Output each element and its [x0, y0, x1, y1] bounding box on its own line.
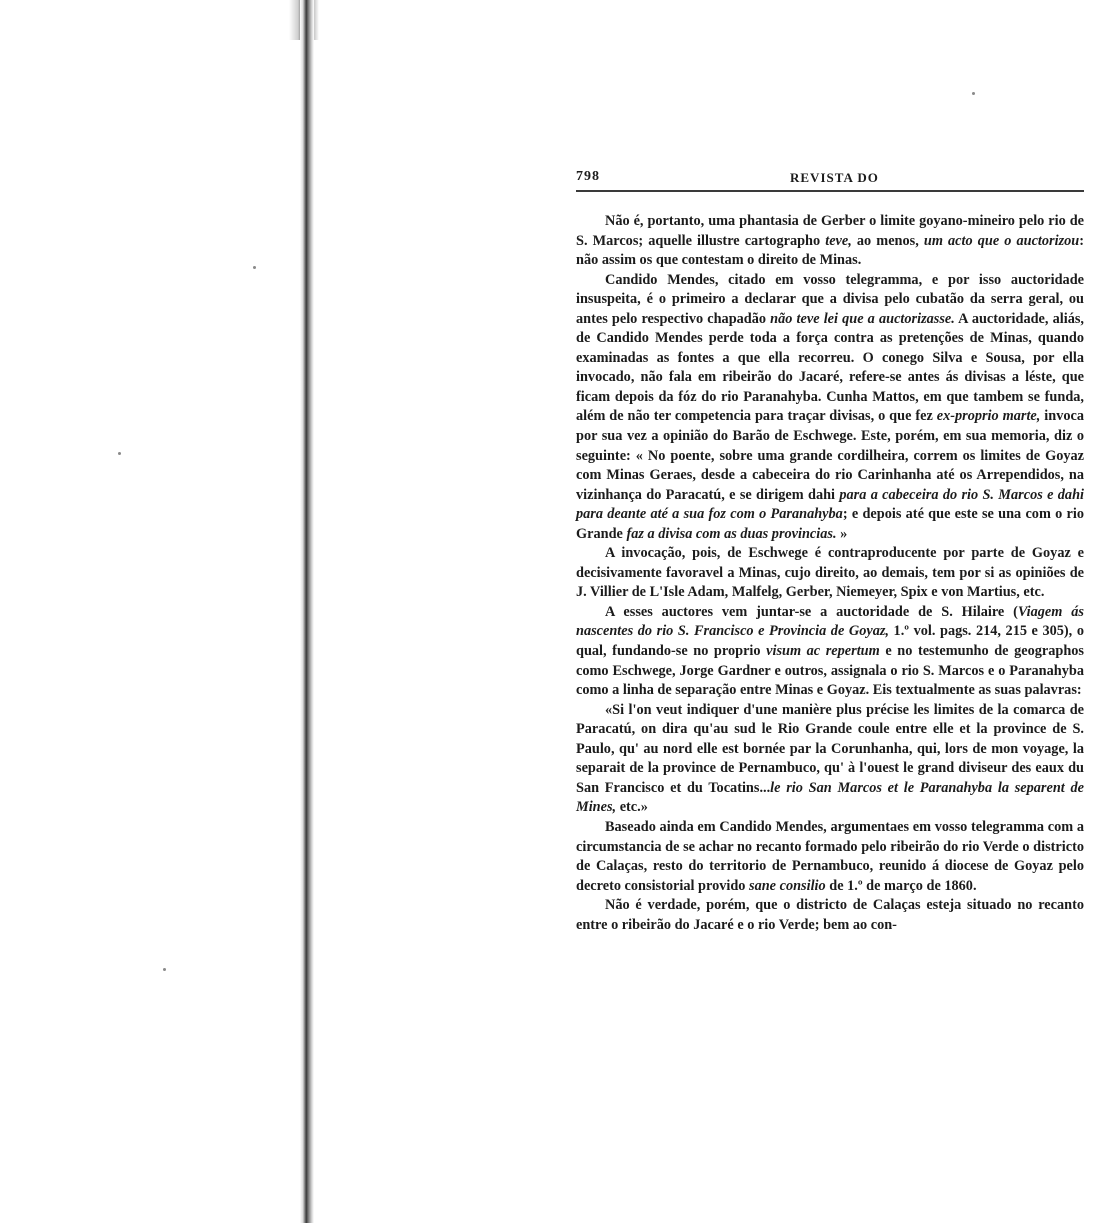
- scan-speck: [118, 452, 121, 455]
- text-run: A esses auctores vem juntar-se a auctoridade de S. Hilaire (: [605, 603, 1018, 620]
- italic-text: um acto que o auctorizou: [923, 232, 1080, 249]
- text-run: «Si l'on veut indiquer d'une manière plus précise les limites de la comarca de Paracatú, on dira qu'au sud le Rio Grande coule entre elle et la province de S. Paulo, qu' au nord elle est bornée par la Corunhanha, qui, lors de mon voyage, la separait de la province de Pernambuco, qu' à l'ouest le grand diviseur des eaux du San Francisco et du Tocatins...: [576, 701, 1084, 796]
- text-run: ao menos,: [851, 232, 924, 249]
- text-run: invoca por sua vez a opinião do Barão de Eschwege. Este, porém, em sua memoria, diz o seguinte: « No poente, sobre uma grande cordilheira, correm os limites de Goyaz com Minas Geraes, desde a cabeceira do rio Carinhanha até os Arrependidos, na vizinhança do Paracatú, e se dirigem dahi: [576, 408, 1084, 503]
- book-page: [576, 166, 1084, 935]
- text-run: Candido Mendes, citado em vosso telegramma, e por isso auctoridade insuspeita, é o primeiro a declarar que a divisa pelo cubatão da serra geral, ou antes pelo respectivo chapadão: [576, 271, 1084, 327]
- text-run: A auctoridade, aliás, de Candido Mendes perde toda a força contra as pretenções de Minas, quando examinadas as fontes a que ella recorreu. O conego Silva e Sousa, por ella invocado, não fala em ribeirão do Jacaré, refere-se antes ás divisas a léste, que ficam depois da fóz do rio Paranahyba. Cunha Mattos, em que tambem se funda, além de não ter competencia para traçar divisas, o que fez: [576, 310, 1084, 425]
- italic-text: le rio San Marcos et le Paranahyba la separent de Mines,: [576, 779, 1084, 816]
- scan-speck: [163, 968, 166, 971]
- text-run: Não é, portanto, uma phantasia de Gerber o limite goyano-mineiro pelo rio de S. Marcos; aquelle illustre cartographo: [576, 213, 1084, 249]
- paragraph: [576, 271, 1084, 545]
- text-run: 1.º vol. pags. 214, 215 e 305), o qual, fundando-se no proprio: [576, 623, 1084, 660]
- page-number: 798: [576, 169, 600, 184]
- text-run: Não é verdade, porém, que o districto de Calaças esteja situado no recanto entre o ribeirão do Jacaré e o rio Verde; bem ao con-: [576, 897, 1084, 933]
- italic-text: para a cabeceira do rio S. Marcos e dahi para deante até a sua foz com o Paranahyba: [576, 486, 1084, 523]
- italic-text: não teve lei que a auctorizasse.: [770, 310, 955, 327]
- italic-text: faz a divisa com as duas provincias.: [626, 525, 837, 542]
- text-run: e no testemunho de geographos como Eschwege, Jorge Gardner e outros, assignala o rio S. Marcos e o Paranahyba como a linha de separação entre Minas e Goyaz. Eis textualmente as suas palavras:: [576, 643, 1084, 699]
- text-run: A invocação, pois, de Eschwege é contraproducente por parte de Goyaz e decisivamente favoravel a Minas, cujo direito, ao demais, tem por si as opiniões de J. Villier de L'Isle Adam, Malfelg, Gerber, Niemeyer, Spix e von Martius, etc.: [576, 545, 1084, 601]
- italic-text: ex-proprio marte,: [936, 408, 1041, 425]
- paragraph: [576, 818, 1084, 896]
- text-run: de 1.º de março de 1860.: [825, 877, 977, 894]
- body-text: [576, 212, 1084, 935]
- text-run: : não assim os que contestam o direito de Minas.: [576, 232, 1085, 269]
- text-run: »: [836, 525, 848, 542]
- paragraph: [576, 212, 1084, 271]
- book-spine: [300, 0, 314, 1223]
- scan-speck: [972, 92, 975, 95]
- paragraph: [576, 896, 1084, 935]
- paragraph: [576, 701, 1084, 818]
- text-run: etc.»: [616, 799, 648, 816]
- text-run: ; e depois até que este se una com o rio Grande: [576, 506, 1084, 542]
- page-header: [576, 166, 1084, 192]
- italic-text: teve,: [825, 232, 852, 249]
- scan-speck: [253, 266, 256, 269]
- paragraph: [576, 544, 1084, 603]
- text-run: Baseado ainda em Candido Mendes, argumentaes em vosso telegramma com a circumstancia de se achar no recanto formado pelo ribeirão do rio Verde o districto de Calaças, resto do territorio de Pernambuco, reunido á diocese de Goyaz pelo decreto consistorial provido: [576, 818, 1084, 894]
- italic-text: visum ac repertum: [766, 643, 880, 660]
- italic-text: sane consilio: [749, 877, 826, 894]
- italic-text: Viagem ás nascentes do rio S. Francisco e Provincia de Goyaz,: [576, 603, 1084, 640]
- paragraph: [576, 603, 1084, 701]
- running-title: REVISTA DO: [790, 170, 879, 185]
